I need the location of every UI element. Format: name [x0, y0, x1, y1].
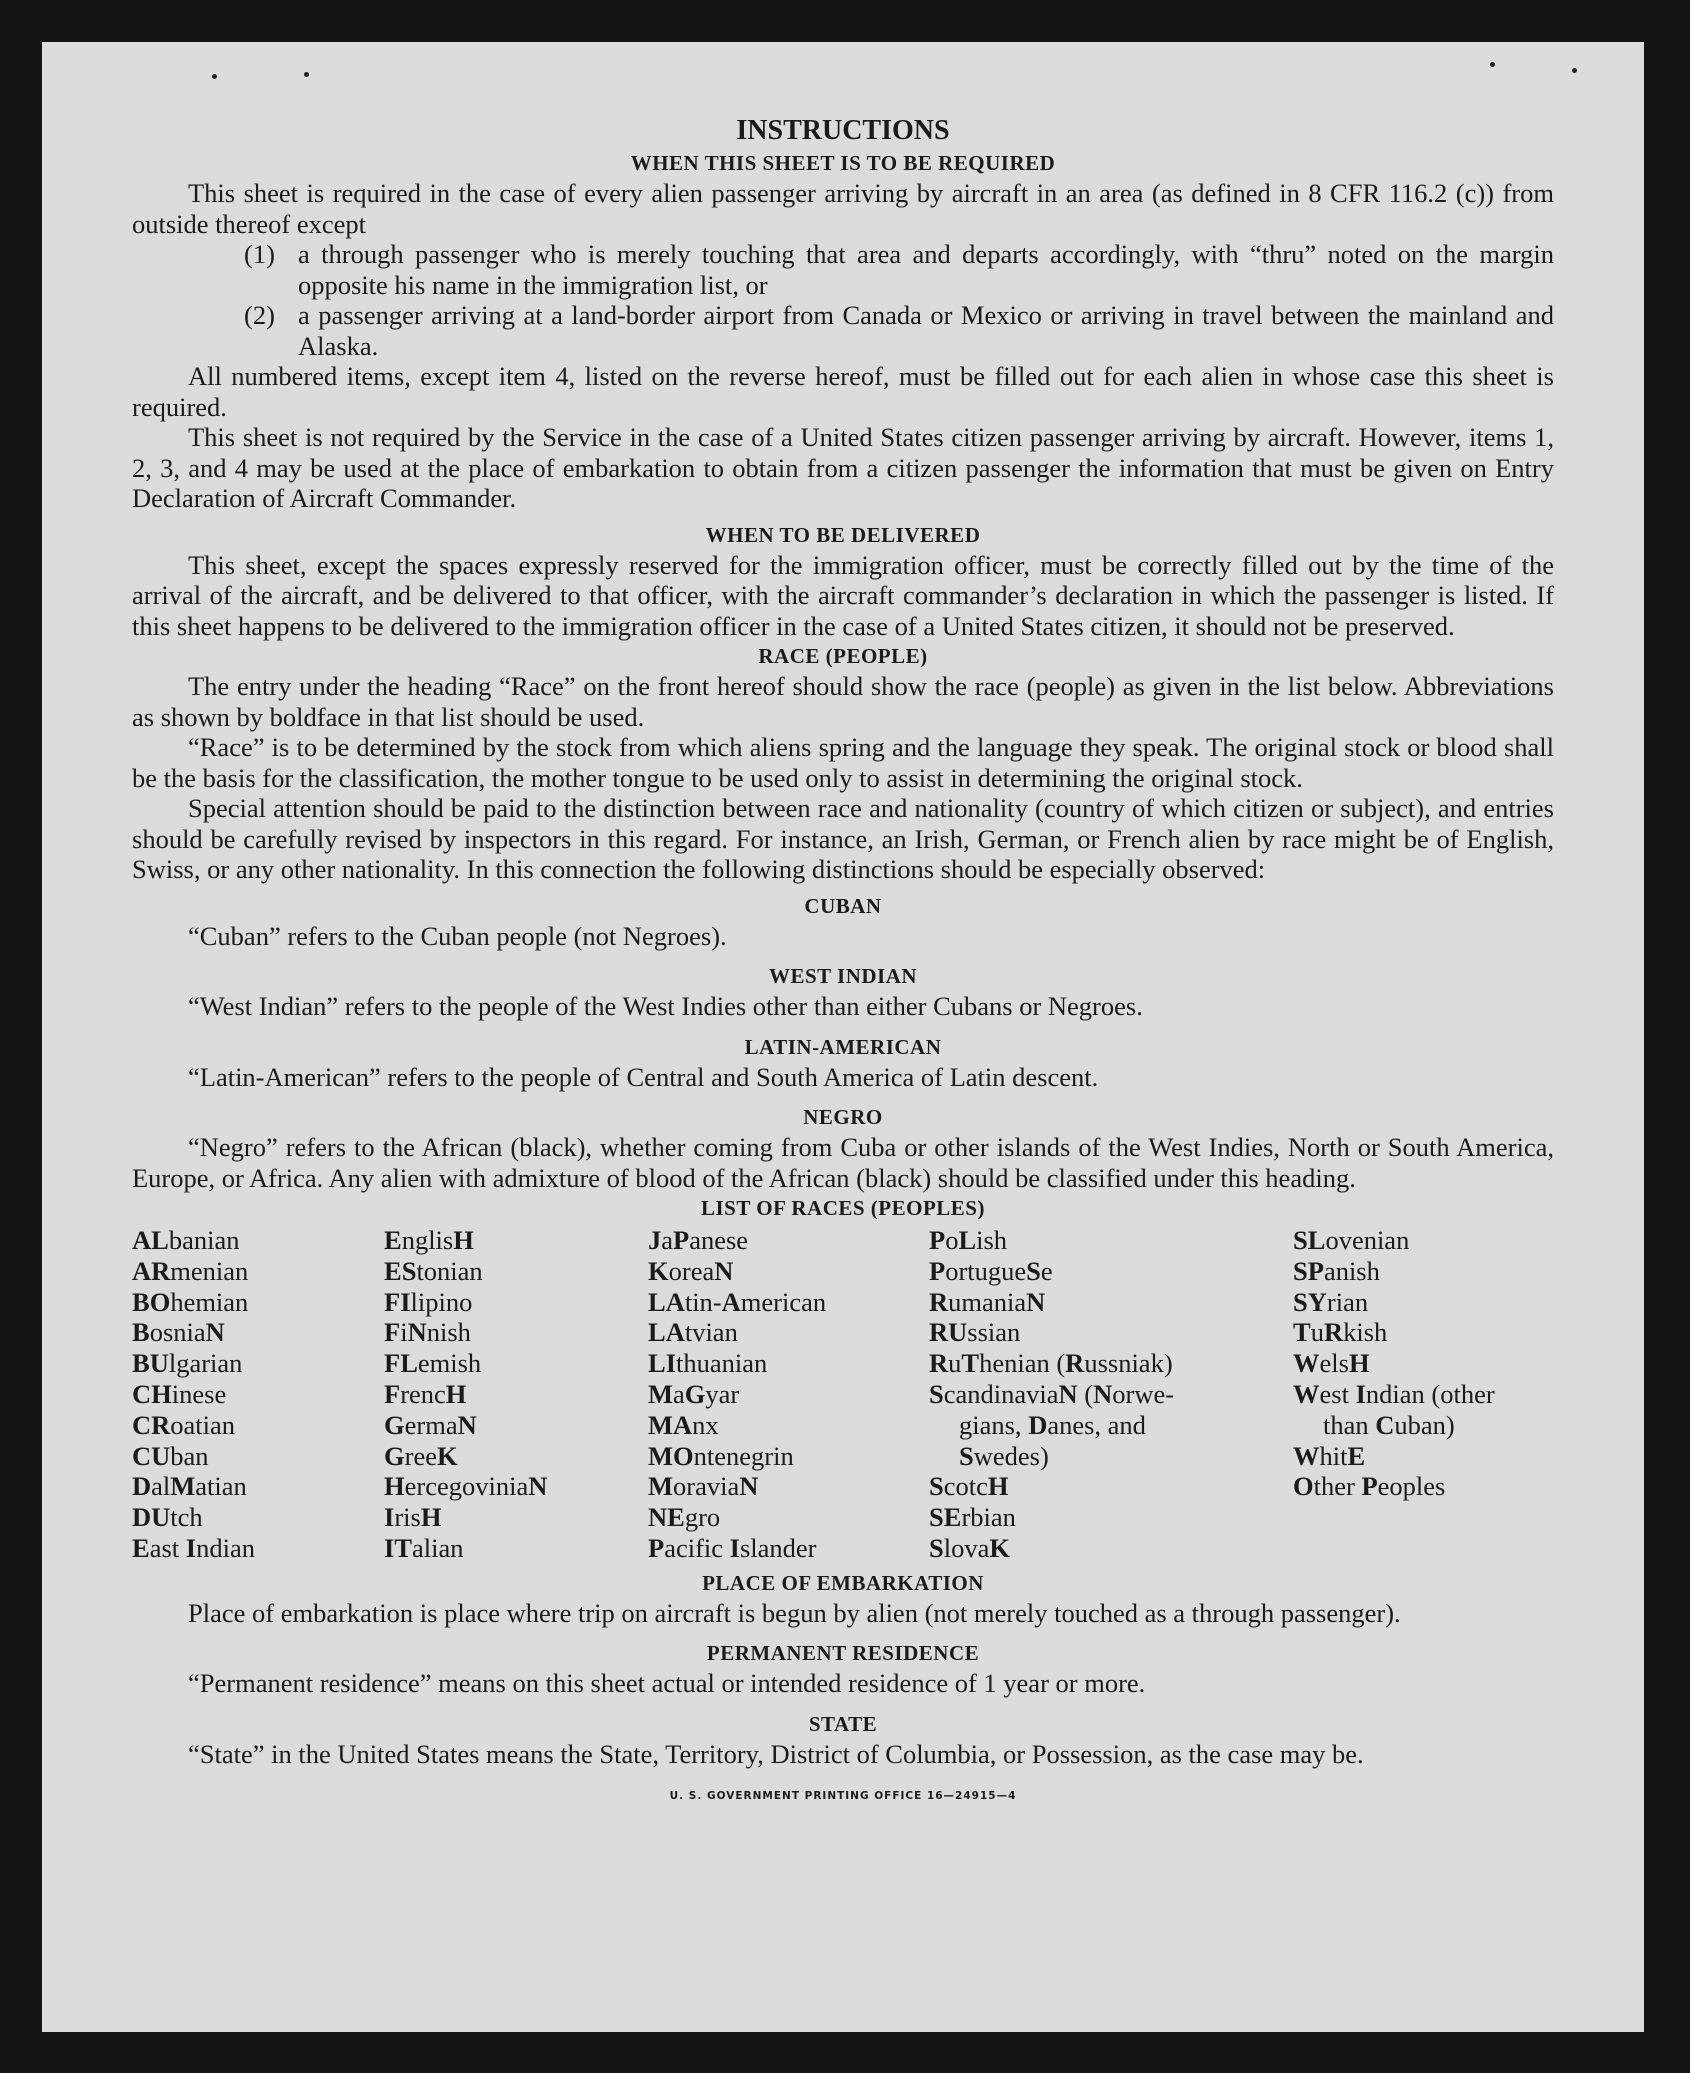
race-entry: ALbanian [132, 1225, 240, 1255]
document-page [42, 42, 1644, 2032]
race-entry: EnglisH [384, 1225, 474, 1255]
instructions-body [132, 114, 1554, 1812]
race-entry: MoraviaN [648, 1471, 759, 1502]
scan-speck [212, 74, 217, 79]
race-entry: MOntenegrin [648, 1440, 794, 1471]
heading-race: RACE (PEOPLE) [758, 644, 928, 668]
race-entry: LAtvian [648, 1317, 738, 1348]
printer-footer: U. S. GOVERNMENT PRINTING OFFICE 16—24915—4 [669, 1790, 1017, 1803]
race-entry: NEgro [648, 1502, 721, 1533]
heading-latin-american: LATIN-AMERICAN [744, 1034, 942, 1059]
race-entry: PoLish [929, 1225, 1008, 1255]
heading-when-required: WHEN THIS SHEET IS TO BE REQUIRED [630, 151, 1056, 175]
paragraph: This sheet, except the spaces expressly reserved for the immigration officer, must be correctly filled out by the time of the arrival of the aircraft, and be delivered to that officer, with the aircraft commander’s declaration in which the passenger is listed. If this sheet happens to be delivered to the immigration officer in the case of a United States citizen, it should not be preserved. [132, 549, 1554, 641]
race-entry: HercegoviniaN [384, 1471, 548, 1502]
races-column [132, 1225, 384, 1564]
race-entry: BOhemian [132, 1286, 249, 1317]
item-number: (2) [244, 300, 275, 330]
race-entry: IrisH [384, 1502, 442, 1533]
paragraph: “Permanent residence” means on this sheet actual or intended residence of 1 year or more. [188, 1668, 1146, 1699]
race-entry: WelsH [1293, 1348, 1370, 1379]
paragraph: This sheet is required in the case of every alien passenger arriving by aircraft in an area (as defined in 8 CFR 116.2 (c)) from outside thereof except [132, 178, 1554, 239]
paragraph: “West Indian” refers to the people of the West Indies other than either Cubans or Negroes. [188, 991, 1143, 1021]
race-entry: WhitE [1293, 1440, 1366, 1471]
numbered-item [244, 239, 1554, 300]
heading-when-delivered: WHEN TO BE DELIVERED [705, 522, 981, 547]
race-entry: BosniaN [132, 1317, 225, 1348]
race-entry: BUlgarian [132, 1348, 243, 1379]
heading-permanent-residence: PERMANENT RESIDENCE [706, 1641, 980, 1666]
race-entry: MAnx [648, 1409, 719, 1440]
races-column [1293, 1225, 1554, 1564]
race-entry: LIthuanian [648, 1348, 768, 1379]
paragraph: “Cuban” refers to the Cuban people (not Negroes). [188, 920, 727, 951]
race-entry: FLemish [384, 1348, 482, 1379]
item-text: a passenger arriving at a land-border airport from Canada or Mexico or arriving in travel between the mainland and Alaska. [298, 300, 1554, 361]
race-entry: Pacific Islander [648, 1532, 817, 1563]
race-entry: LAtin-American [648, 1286, 827, 1317]
paragraph: Special attention should be paid to the distinction between race and nationality (country of which citizen or subject), and entries should be carefully revised by inspectors in this regard. For instance, an Irish, German, or French alien by race might be of English, Swiss, or any other nationality. In this connection the following distinctions should be especially observed: [132, 793, 1554, 884]
paragraph: All numbered items, except item 4, listed on the reverse hereof, must be filled out for each alien in whose case this sheet is required. [132, 361, 1554, 422]
scan-speck [1572, 68, 1577, 73]
race-entry: TuRkish [1293, 1317, 1388, 1348]
race-entry: FrencH [384, 1378, 467, 1409]
race-entry: ScandinaviaN (Norwe- [929, 1378, 1175, 1409]
race-entry: CUban [132, 1440, 209, 1471]
race-entry: CHinese [132, 1378, 227, 1409]
races-column [648, 1225, 929, 1564]
race-entry: SYrian [1293, 1286, 1369, 1317]
heading-west-indian: WEST INDIAN [768, 964, 918, 988]
race-entry: Other Peoples [1293, 1471, 1446, 1502]
numbered-item [244, 300, 1554, 361]
race-entry: SlovaK [929, 1532, 1010, 1563]
race-entry: SErbian [929, 1502, 1016, 1533]
paragraph: “State” in the United States means the State, Territory, District of Columbia, or Possession, as the case may be. [188, 1738, 1364, 1769]
page-title: INSTRUCTIONS [736, 115, 950, 146]
race-entry: RuThenian (Russniak) [929, 1348, 1173, 1379]
race-entry: CRoatian [132, 1409, 236, 1440]
paragraph: “Latin-American” refers to the people of Central and South America of Latin descent. [188, 1061, 1099, 1092]
heading-state: STATE [808, 1711, 878, 1736]
heading-embarkation: PLACE OF EMBARKATION [702, 1570, 984, 1595]
race-entry: KoreaN [648, 1255, 734, 1286]
paragraph: The entry under the heading “Race” on the front hereof should show the race (people) as given in the list below. Abbreviations as shown by boldface in that list should be used. [132, 671, 1554, 732]
item-text: a through passenger who is merely touching that area and departs accordingly, with “thru” noted on the margin opposite his name in the immigration list, or [298, 239, 1554, 300]
race-entry-continued: Swedes) [959, 1440, 1049, 1471]
race-entry: EStonian [384, 1255, 483, 1286]
race-entry: East Indian [132, 1532, 255, 1563]
scan-speck [304, 72, 309, 77]
races-list [132, 1225, 1554, 1564]
races-column [929, 1225, 1216, 1564]
race-entry: RUssian [929, 1317, 1021, 1348]
paragraph: Place of embarkation is place where trip on aircraft is begun by alien (not merely touched as a through passenger). [188, 1597, 1401, 1628]
paragraph: “Negro” refers to the African (black), whether coming from Cuba or other islands of the West Indies, North or South America, Europe, or Africa. Any alien with admixture of blood of the African (black) should be classified under this heading. [132, 1132, 1554, 1193]
race-entry-continued: gians, Danes, and [959, 1409, 1146, 1440]
heading-cuban: CUBAN [804, 893, 882, 918]
race-entry: SLovenian [1293, 1225, 1410, 1255]
race-entry: ScotcH [929, 1471, 1009, 1502]
race-entry: DUtch [132, 1502, 203, 1533]
heading-negro: NEGRO [803, 1105, 883, 1129]
heading-races-list: LIST OF RACES (PEOPLES) [701, 1196, 985, 1220]
race-entry: PortugueSe [929, 1255, 1053, 1286]
paragraph: “Race” is to be determined by the stock from which aliens spring and the language they speak. The original stock or blood shall be the basis for the classification, the mother tongue to be used only to assist in determining the original stock. [132, 732, 1554, 793]
race-entry: FIlipino [384, 1286, 473, 1317]
race-entry: ARmenian [132, 1255, 249, 1286]
race-entry: JaPanese [648, 1225, 749, 1255]
race-entry: MaGyar [648, 1378, 740, 1409]
race-entry-continued: than Cuban) [1323, 1409, 1455, 1440]
race-entry: RumaniaN [929, 1286, 1046, 1317]
race-entry: SPanish [1293, 1255, 1380, 1286]
race-entry: FiNnish [384, 1317, 471, 1348]
item-number: (1) [244, 239, 275, 269]
race-entry: ITalian [384, 1532, 464, 1563]
races-column [384, 1225, 648, 1564]
race-entry: DalMatian [132, 1471, 247, 1502]
race-entry: GreeK [384, 1440, 458, 1471]
paragraph: This sheet is not required by the Service in the case of a United States citizen passenger arriving by aircraft. However, items 1, 2, 3, and 4 may be used at the place of embarkation to obtain from a citizen passenger the information that must be given on Entry Declaration of Aircraft Commander. [132, 422, 1554, 513]
race-entry: West Indian (other [1293, 1378, 1495, 1409]
scan-speck [1490, 62, 1495, 67]
race-entry: GermaN [384, 1409, 477, 1440]
